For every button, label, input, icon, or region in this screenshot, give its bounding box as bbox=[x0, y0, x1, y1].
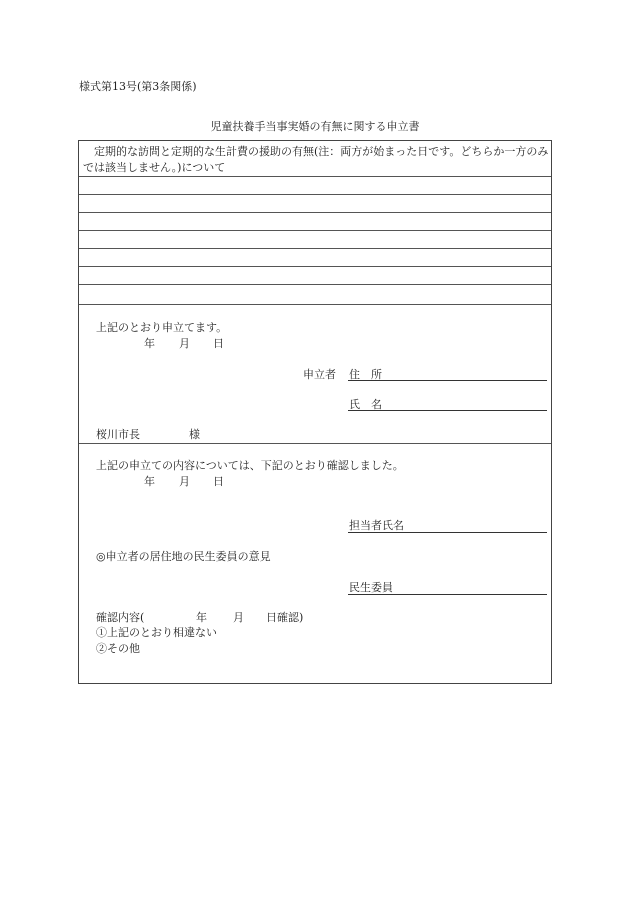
date-year: 年 bbox=[144, 475, 155, 488]
commissioner-line[interactable] bbox=[348, 594, 547, 595]
commissioner-label: 民生委員 bbox=[349, 581, 393, 594]
writing-line bbox=[79, 266, 551, 267]
form-frame bbox=[78, 140, 552, 684]
name-line[interactable] bbox=[348, 410, 547, 411]
staff-name-label: 担当者氏名 bbox=[349, 519, 404, 532]
writing-line bbox=[79, 230, 551, 231]
section1-intro: 定期的な訪問と定期的な生計費の援助の有無(注：両方が始まった日です。どちらか一方のみでは該当しません。)について bbox=[83, 145, 549, 174]
date-day: 日 bbox=[213, 475, 224, 488]
name-label: 氏 名 bbox=[349, 398, 382, 411]
option-other[interactable]: ②その他 bbox=[96, 642, 140, 655]
writing-line bbox=[79, 284, 551, 285]
writing-line bbox=[79, 176, 551, 177]
section-divider bbox=[79, 443, 551, 444]
address-line[interactable] bbox=[348, 380, 547, 381]
form-number: 様式第13号(第3条関係) bbox=[79, 80, 197, 93]
writing-line bbox=[79, 212, 551, 213]
date-day: 日 bbox=[213, 337, 224, 350]
confirmation-text: 上記の申立ての内容については、下記のとおり確認しました。 bbox=[96, 459, 404, 472]
writing-line bbox=[79, 194, 551, 195]
date-year: 年 bbox=[144, 337, 155, 350]
confirm-suffix: 日確認) bbox=[266, 611, 304, 624]
confirm-month: 月 bbox=[233, 611, 244, 624]
applicant-label: 申立者 bbox=[303, 368, 336, 381]
date-month: 月 bbox=[179, 337, 190, 350]
commissioner-opinion-heading: ◎申立者の居住地の民生委員の意見 bbox=[96, 550, 271, 563]
honorific: 様 bbox=[189, 428, 200, 441]
option-no-discrepancy[interactable]: ①上記のとおり相違ない bbox=[96, 626, 217, 639]
addressee: 桜川市長 bbox=[96, 428, 140, 441]
address-label: 住 所 bbox=[349, 368, 382, 381]
confirm-year: 年 bbox=[196, 611, 207, 624]
document-title: 児童扶養手当事実婚の有無に関する申立書 bbox=[210, 120, 420, 133]
writing-line bbox=[79, 248, 551, 249]
staff-name-line[interactable] bbox=[348, 532, 547, 533]
confirm-prefix: 確認内容( bbox=[96, 611, 145, 624]
declaration-text: 上記のとおり申立てます。 bbox=[96, 321, 228, 334]
date-month: 月 bbox=[179, 475, 190, 488]
section-divider bbox=[79, 304, 551, 305]
